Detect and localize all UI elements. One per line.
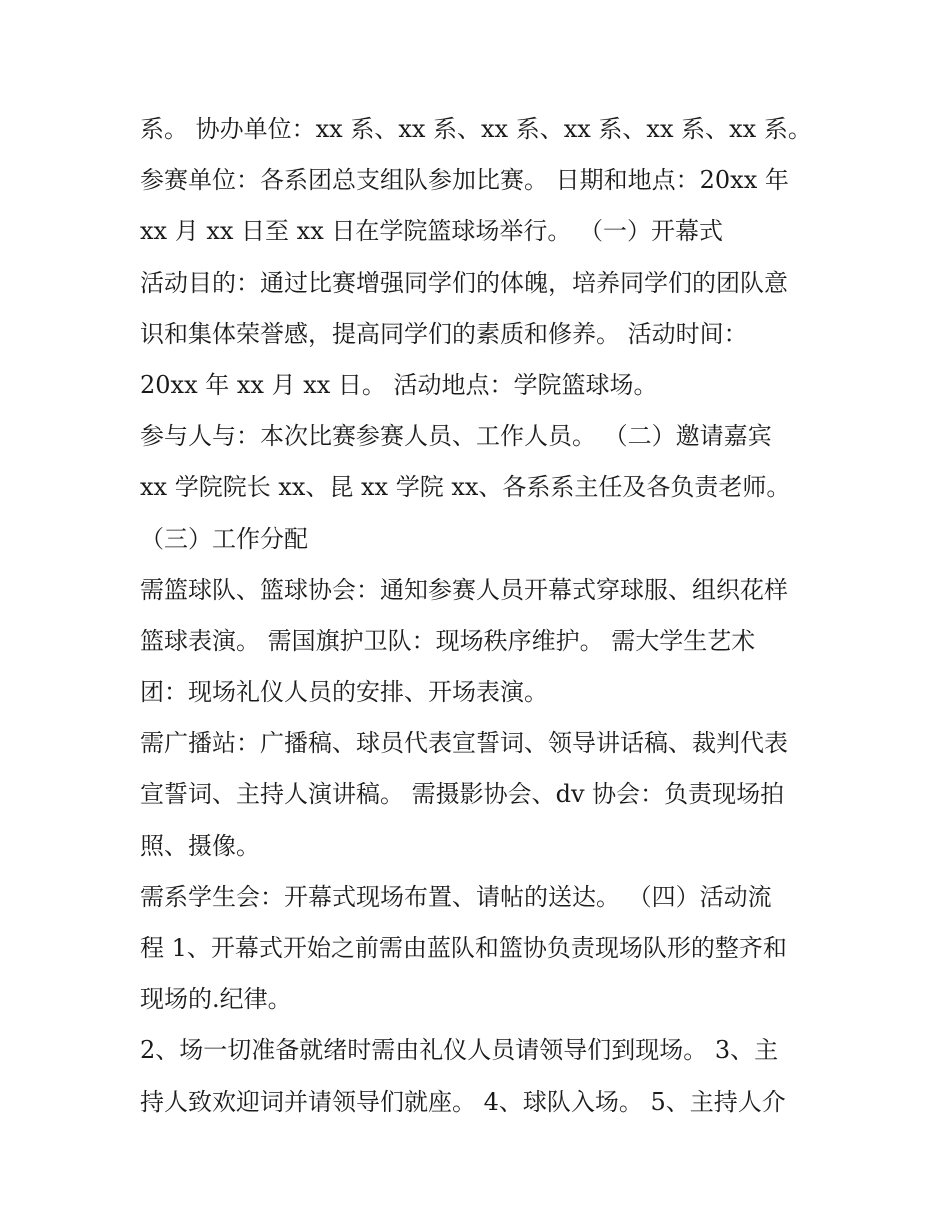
text-line: 识和集体荣誉感，提高同学们的素质和修养。 活动时间： bbox=[140, 319, 748, 348]
text-line: 照、摄像。 bbox=[140, 831, 260, 860]
text-line: 活动目的：通过比赛增强同学们的体魄，培养同学们的团队意 bbox=[140, 268, 788, 297]
text-line: 需系学生会：开幕式现场布置、请帖的送达。 （四）活动流 bbox=[140, 882, 772, 911]
text-line: 系。 协办单位：xx 系、xx 系、xx 系、xx 系、xx 系、xx 系。 bbox=[140, 115, 812, 143]
text-line: 参赛单位：各系团总支组队参加比赛。 日期和地点：20xx 年 bbox=[140, 166, 789, 195]
section-heading: （三）工作分配 bbox=[140, 524, 308, 553]
text-line: 团：现场礼仪人员的安排、开场表演。 bbox=[140, 678, 548, 707]
text-line: 2、场一切准备就绪时需由礼仪人员请领导们到现场。 3、主 bbox=[140, 1036, 779, 1065]
text-line: 需广播站：广播稿、球员代表宣誓词、领导讲话稿、裁判代表 bbox=[140, 729, 788, 758]
text-line: 参与人与：本次比赛参赛人员、工作人员。 （二）邀请嘉宾 bbox=[140, 422, 772, 451]
text-line: 需篮球队、篮球协会：通知参赛人员开幕式穿球服、组织花样 bbox=[140, 575, 788, 604]
text-line: 篮球表演。 需国旗护卫队：现场秩序维护。 需大学生艺术 bbox=[140, 626, 756, 655]
text-line: 程 1、开幕式开始之前需由蓝队和篮协负责现场队形的整齐和 bbox=[140, 934, 787, 962]
text-line: 现场的.纪律。 bbox=[140, 985, 292, 1014]
document-body bbox=[140, 104, 820, 1128]
text-line: 持人致欢迎词并请领导们就座。 4、球队入场。 5、主持人介 bbox=[140, 1087, 786, 1116]
text-line: 20xx 年 xx 月 xx 日。 活动地点：学院篮球场。 bbox=[140, 370, 658, 399]
text-line: xx 学院院长 xx、昆 xx 学院 xx、各系系主任及各负责老师。 bbox=[140, 473, 791, 502]
text-line: xx 月 xx 日至 xx 日在学院篮球场举行。 （一）开幕式 bbox=[140, 217, 723, 246]
text-line: 宣誓词、主持人演讲稿。 需摄影协会、dv 协会：负责现场拍 bbox=[140, 780, 785, 809]
